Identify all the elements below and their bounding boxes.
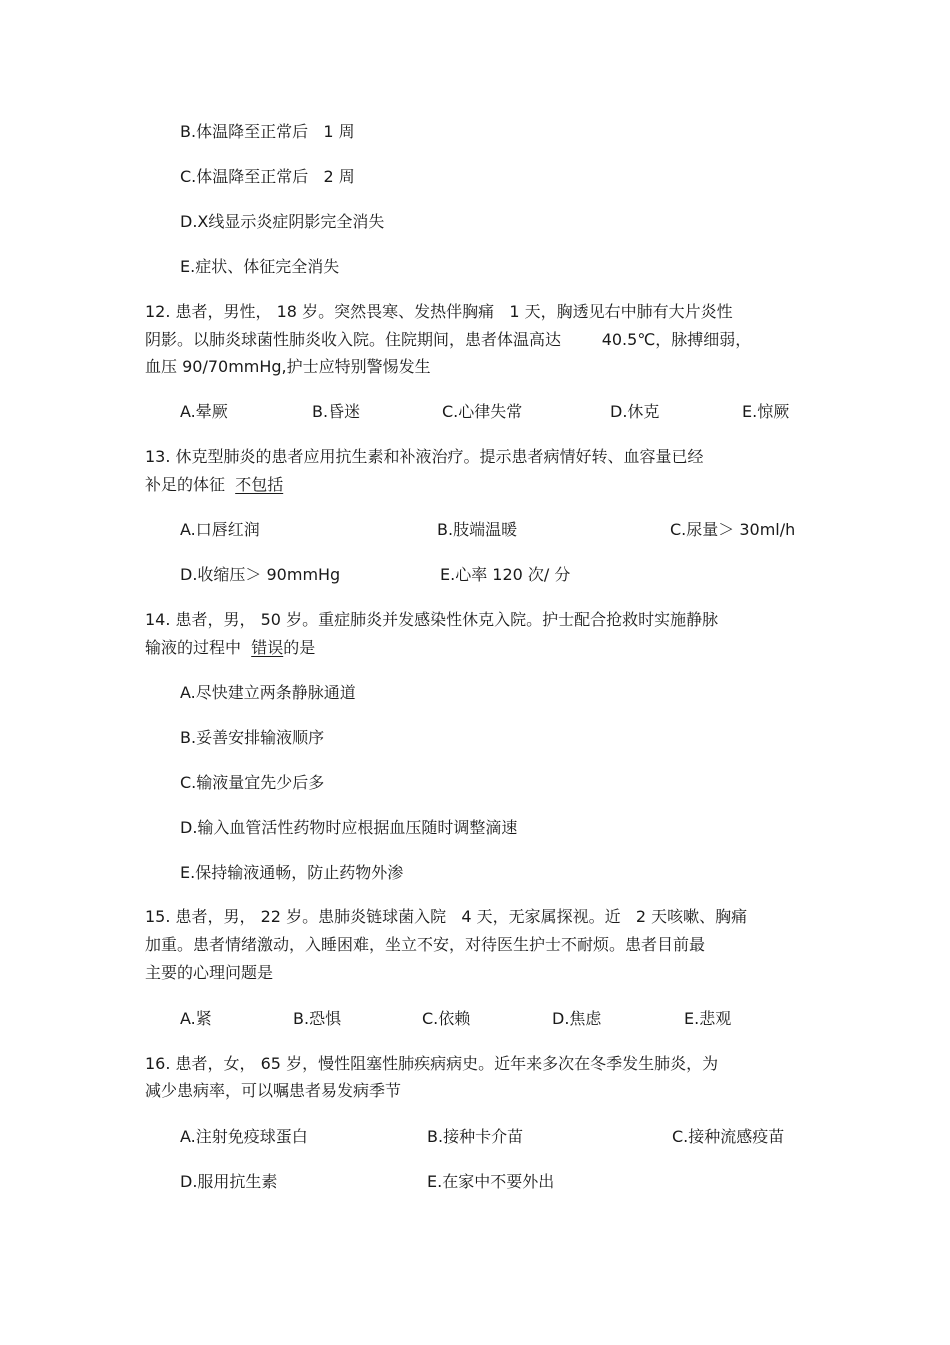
q13-option-a: A.口唇红润	[180, 520, 260, 539]
q16-option-d: D.服用抗生素	[180, 1172, 278, 1191]
q12-stem-line-2: 阴影。以肺炎球菌性肺炎收入院。住院期间，患者体温高达 40.5℃，脉搏细弱，	[145, 330, 752, 349]
q15-option-b: B.恐惧	[293, 1009, 342, 1028]
q16-option-e: E.在家中不要外出	[427, 1172, 555, 1191]
q13-option-c: C.尿量＞ 30ml/h	[670, 520, 796, 539]
q13-stem-line-2	[145, 475, 283, 495]
q15-stem-line-3: 主要的心理问题是	[145, 963, 274, 982]
q15-stem-line-1: 15. 患者，男， 22 岁。患肺炎链球菌入院 4 天，无家属探视。近 2 天咳嗽、胸痛	[145, 907, 748, 926]
q13-option-b: B.肢端温暖	[437, 520, 518, 539]
q12-option-a: A.晕厥	[180, 402, 228, 421]
q14-stem-prefix: 输液的过程中	[145, 638, 252, 657]
q15-option-a: A.紧	[180, 1009, 212, 1028]
q14-emphasis: 错误	[251, 638, 284, 657]
q16-option-b: B.接种卡介苗	[427, 1127, 524, 1146]
q11-option-c: C.体温降至正常后 2 周	[180, 167, 355, 186]
q15-option-c: C.依赖	[422, 1009, 471, 1028]
q13-stem-line-1: 13. 休克型肺炎的患者应用抗生素和补液治疗。提示患者病情好转、血容量已经	[145, 447, 704, 466]
q11-option-e: E.症状、体征完全消失	[180, 257, 340, 276]
q16-option-a: A.注射免疫球蛋白	[180, 1127, 308, 1146]
q14-stem-suffix: 的是	[283, 638, 316, 657]
q12-stem-line-3: 血压 90/70mmHg,护士应特别警惕发生	[145, 357, 431, 376]
q14-stem-line-2	[145, 638, 315, 658]
q14-option-e: E.保持输液通畅，防止药物外渗	[180, 863, 404, 882]
q16-stem-line-1: 16. 患者，女， 65 岁，慢性阻塞性肺疾病病史。近年来多次在冬季发生肺炎，为	[145, 1054, 719, 1073]
q13-option-d: D.收缩压＞ 90mmHg	[180, 565, 341, 584]
q13-stem-prefix: 补足的体征	[145, 475, 236, 494]
q13-emphasis: 不包括	[235, 475, 284, 494]
q12-option-c: C.心律失常	[442, 402, 523, 421]
q13-option-e: E.心率 120 次/ 分	[440, 565, 571, 584]
q15-option-d: D.焦虑	[552, 1009, 602, 1028]
q14-stem-line-1: 14. 患者，男， 50 岁。重症肺炎并发感染性休克入院。护士配合抢救时实施静脉	[145, 610, 719, 629]
q12-option-b: B.昏迷	[312, 402, 361, 421]
q14-option-b: B.妥善安排输液顺序	[180, 728, 325, 747]
q15-option-e: E.悲观	[684, 1009, 732, 1028]
q15-stem-line-2: 加重。患者情绪激动，入睡困难，坐立不安，对待医生护士不耐烦。患者目前最	[145, 935, 706, 954]
q14-option-a: A.尽快建立两条静脉通道	[180, 683, 356, 702]
q11-option-b: B.体温降至正常后 1 周	[180, 122, 355, 141]
q14-option-d: D.输入血管活性药物时应根据血压随时调整滴速	[180, 818, 518, 837]
q14-option-c: C.输液量宜先少后多	[180, 773, 325, 792]
q12-option-e: E.惊厥	[742, 402, 790, 421]
q12-stem-line-1: 12. 患者，男性， 18 岁。突然畏寒、发热伴胸痛 1 天，胸透见右中肺有大片炎性	[145, 302, 733, 321]
q16-stem-line-2: 减少患病率，可以嘱患者易发病季节	[145, 1081, 402, 1100]
q11-option-d: D.X线显示炎症阴影完全消失	[180, 212, 385, 231]
q16-option-c: C.接种流感疫苗	[672, 1127, 785, 1146]
q12-option-d: D.休克	[610, 402, 660, 421]
